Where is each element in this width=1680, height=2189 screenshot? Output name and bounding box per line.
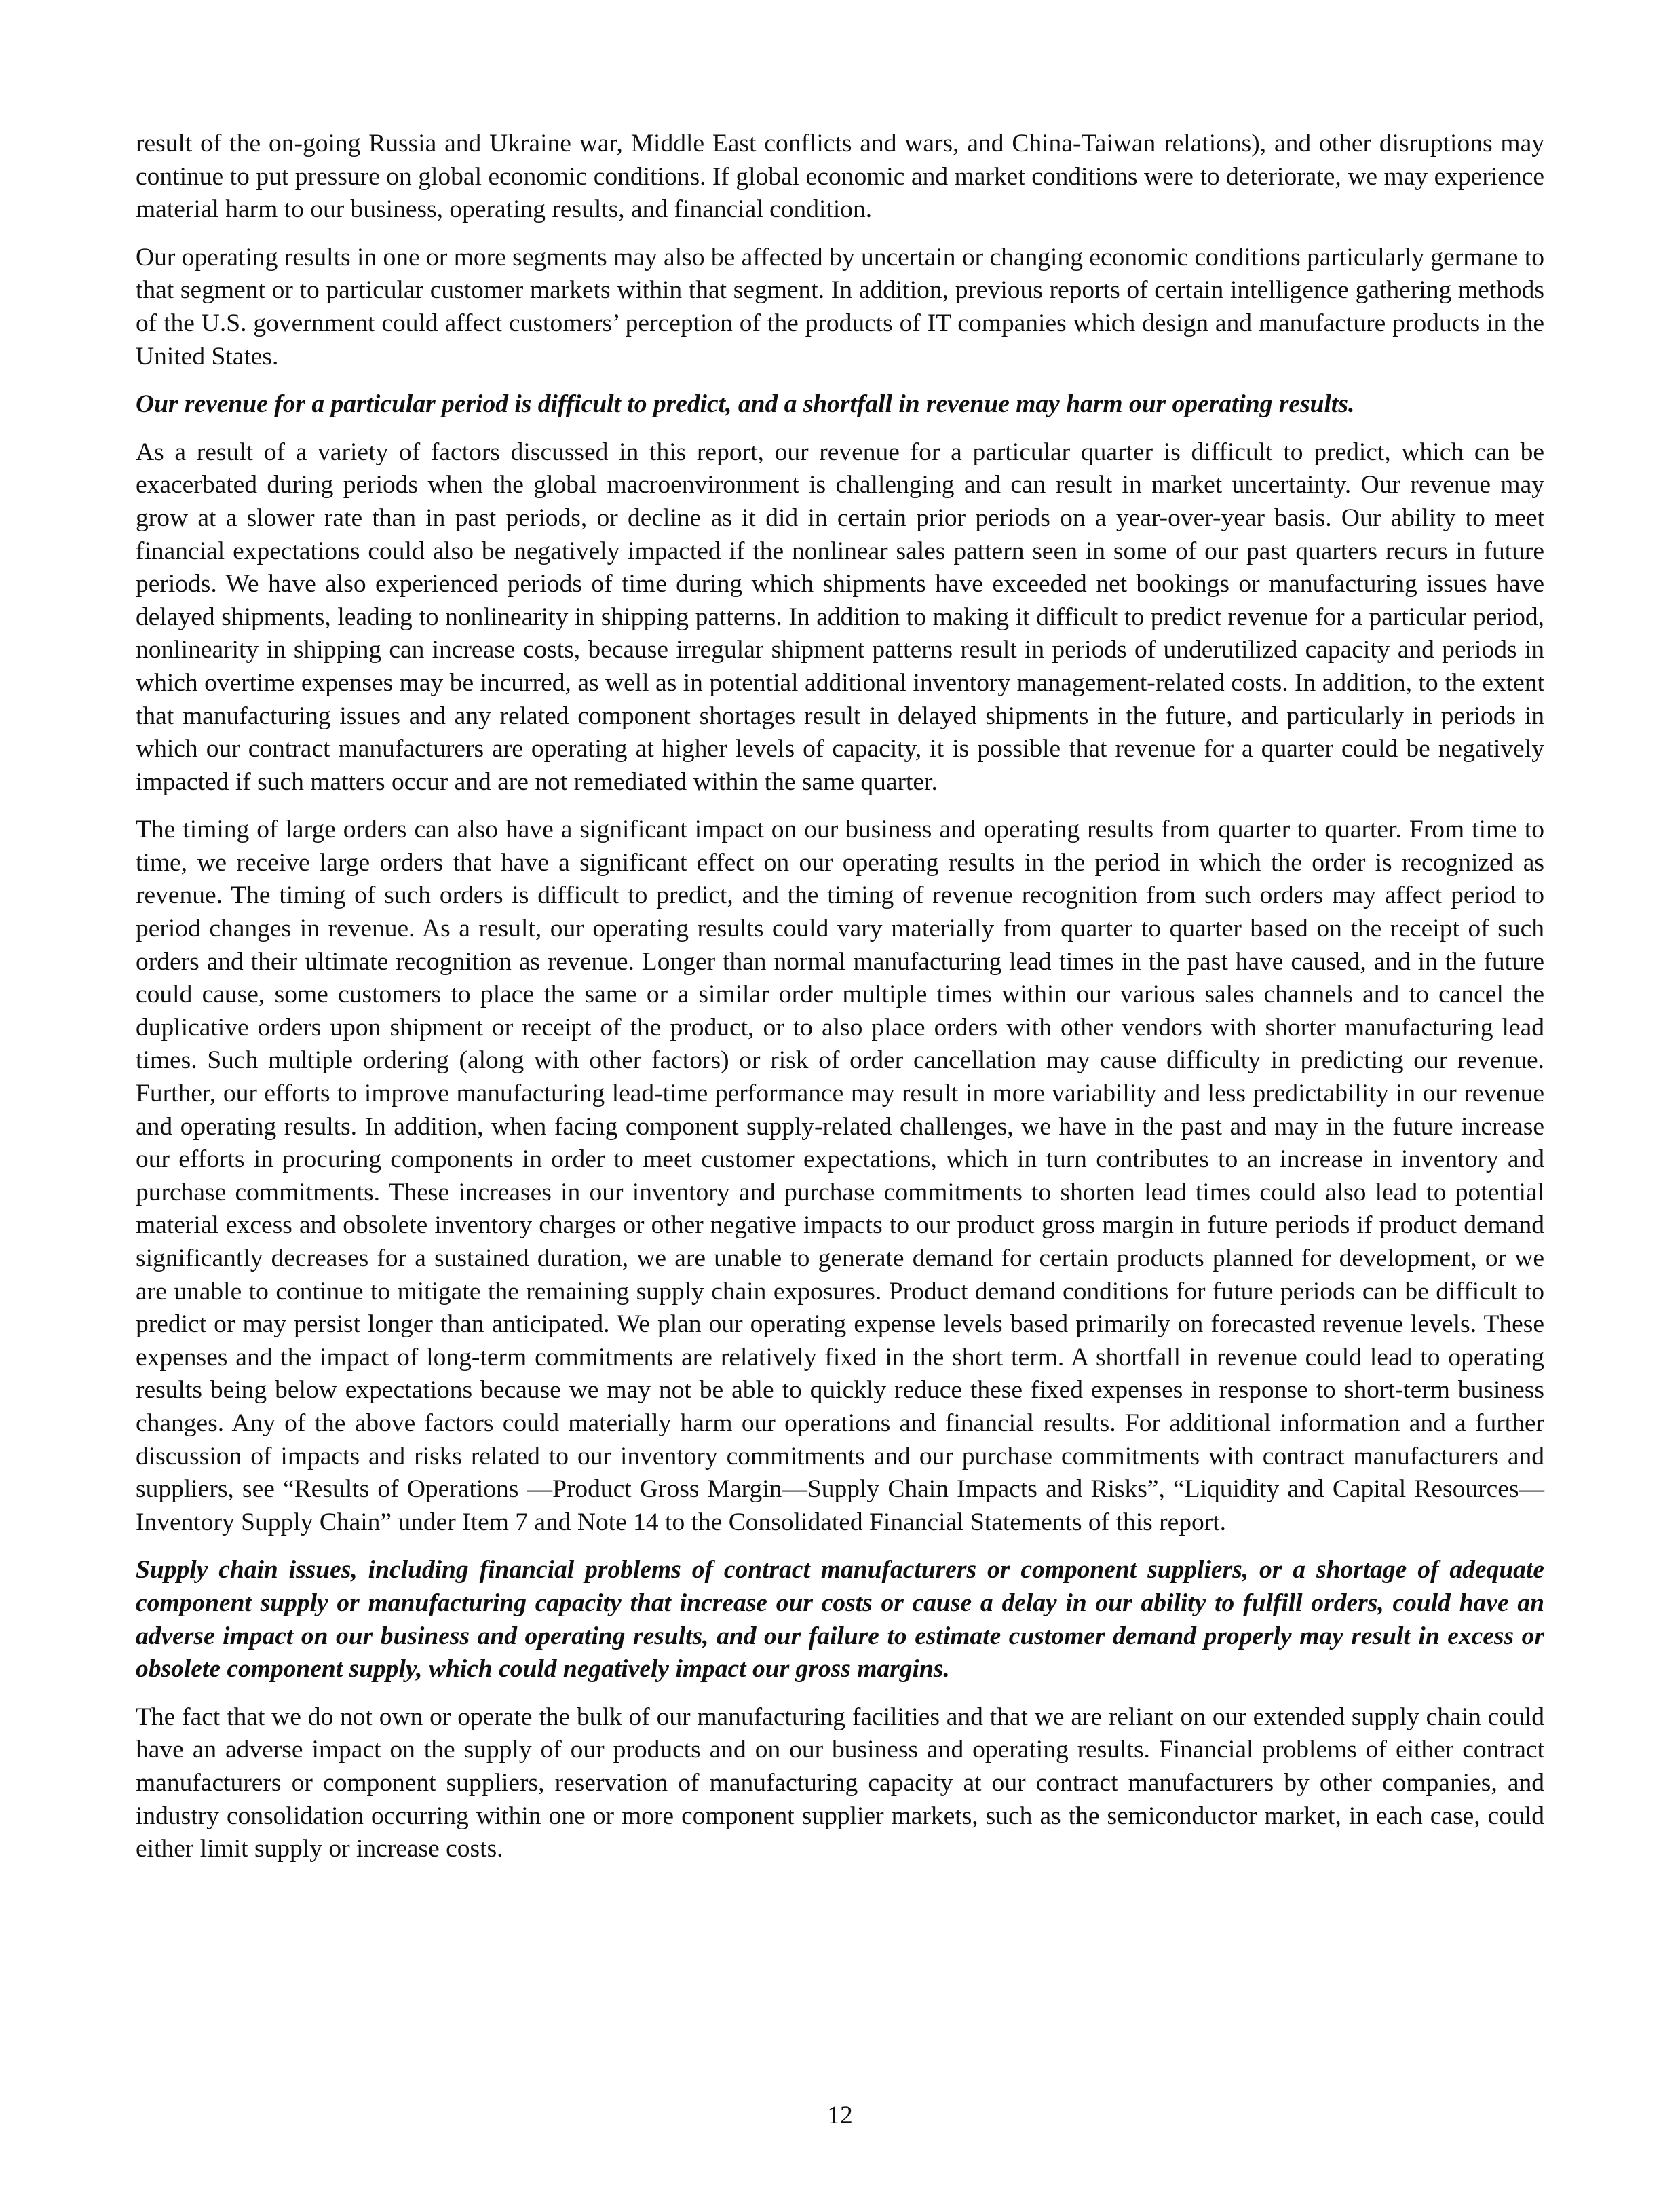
risk-heading-supply-chain: Supply chain issues, including financial problems of contract manufacturers or component suppliers, or a shortage of adequate component supply or manufacturing capacity that increase our costs or cause a delay in our ability to fulfill orders, could have an adverse impact on our business and operating results, and our failure to estimate customer demand properly may result in excess or obsolete component supply, which could negatively impact our gross margins. [136, 1556, 1544, 1683]
paragraph-economic-conditions-continued: result of the on-going Russia and Ukraine war, Middle East conflicts and wars, and China-Taiwan relations), and other disruptions may continue to put pressure on global economic conditions. If global economic and market conditions were to deteriorate, we may experience material harm to our business, operating results, and financial condition. [136, 130, 1544, 224]
document-body [136, 128, 1544, 1881]
paragraph-large-orders: The timing of large orders can also have a significant impact on our business and operating results from quarter to quarter. From time to time, we receive large orders that have a significant effect on our operating results in the period in which the order is recognized as revenue. The timing of such orders is difficult to predict, and the timing of revenue recognition from such orders may affect period to period changes in revenue. As a result, our operating results could vary materially from quarter to quarter based on the receipt of such orders and their ultimate recognition as revenue. Longer than normal manufacturing lead times in the past have caused, and in the future could cause, some customers to place the same or a similar order multiple times within our various sales channels and to cancel the duplicative orders upon shipment or receipt of the product, or to also place orders with other vendors with shorter manufacturing lead times. Such multiple ordering (along with other factors) or risk of order cancellation may cause difficulty in predicting our revenue. Further, our efforts to improve manufacturing lead-time performance may result in more variability and less predictability in our revenue and operating results. In addition, when facing component supply-related challenges, we have in the past and may in the future increase our efforts in procuring components in order to meet customer expectations, which in turn contributes to an increase in inventory and purchase commitments. These increases in our inventory and purchase commitments to shorten lead times could also lead to potential material excess and obsolete inventory charges or other negative impacts to our product gross margin in future periods if product demand significantly decreases for a sustained duration, we are unable to generate demand for certain products planned for development, or we are unable to continue to mitigate the remaining supply chain exposures. Product demand conditions for future periods can be difficult to predict or may persist longer than anticipated. We plan our operating expense levels based primarily on forecasted revenue levels. These expenses and the impact of long-term commitments are relatively fixed in the short term. A shortfall in revenue could lead to operating results being below expectations because we may not be able to quickly reduce these fixed expenses in response to short-term business changes. Any of the above factors could materially harm our operations and financial results. For additional information and a further discussion of impacts and risks related to our inventory commitments and our purchase commitments with contract manufacturers and suppliers, see “Results of Operations —Product Gross Margin—Supply Chain Impacts and Risks”, “Liquidity and Capital Resources—Inventory Supply Chain” under Item 7 and Note 14 to the Consolidated Financial Statements of this report. [136, 816, 1544, 1536]
page-number: 12 [827, 2101, 853, 2129]
paragraph-revenue-prediction: As a result of a variety of factors discussed in this report, our revenue for a particular quarter is difficult to predict, which can be exacerbated during periods when the global macroenvironment is challenging and can result in market uncertainty. Our revenue may grow at a slower rate than in past periods, or decline as it did in certain prior periods on a year-over-year basis. Our ability to meet financial expectations could also be negatively impacted if the nonlinear sales pattern seen in some of our past quarters recurs in future periods. We have also experienced periods of time during which shipments have exceeded net bookings or manufacturing issues have delayed shipments, leading to nonlinearity in shipping patterns. In addition to making it difficult to predict revenue for a particular period, nonlinearity in shipping can increase costs, because irregular shipment patterns result in periods of underutilized capacity and periods in which overtime expenses may be incurred, as well as in potential additional inventory management-related costs. In addition, to the extent that manufacturing issues and any related component shortages result in delayed shipments in the future, and particularly in periods in which our contract manufacturers are operating at higher levels of capacity, it is possible that revenue for a quarter could be negatively impacted if such matters occur and are not remediated within the same quarter. [136, 438, 1544, 796]
paragraph-segment-conditions: Our operating results in one or more segments may also be affected by uncertain or changing economic conditions particularly germane to that segment or to particular customer markets within that segment. In addition, previous reports of certain intelligence gathering methods of the U.S. government could affect customers’ perception of the products of IT companies which design and manufacture products in the United States. [136, 243, 1544, 370]
paragraph-manufacturing-facilities: The fact that we do not own or operate the bulk of our manufacturing facilities and that we are reliant on our extended supply chain could have an adverse impact on the supply of our products and on our business and operating results. Financial problems of either contract manufacturers or component suppliers, reservation of manufacturing capacity at our contract manufacturers by other companies, and industry consolidation occurring within one or more component supplier markets, such as the semiconductor market, in each case, could either limit supply or increase costs. [136, 1702, 1544, 1863]
risk-heading-revenue-prediction: Our revenue for a particular period is difficult to predict, and a shortfall in revenue may harm our operating results. [136, 390, 1355, 419]
